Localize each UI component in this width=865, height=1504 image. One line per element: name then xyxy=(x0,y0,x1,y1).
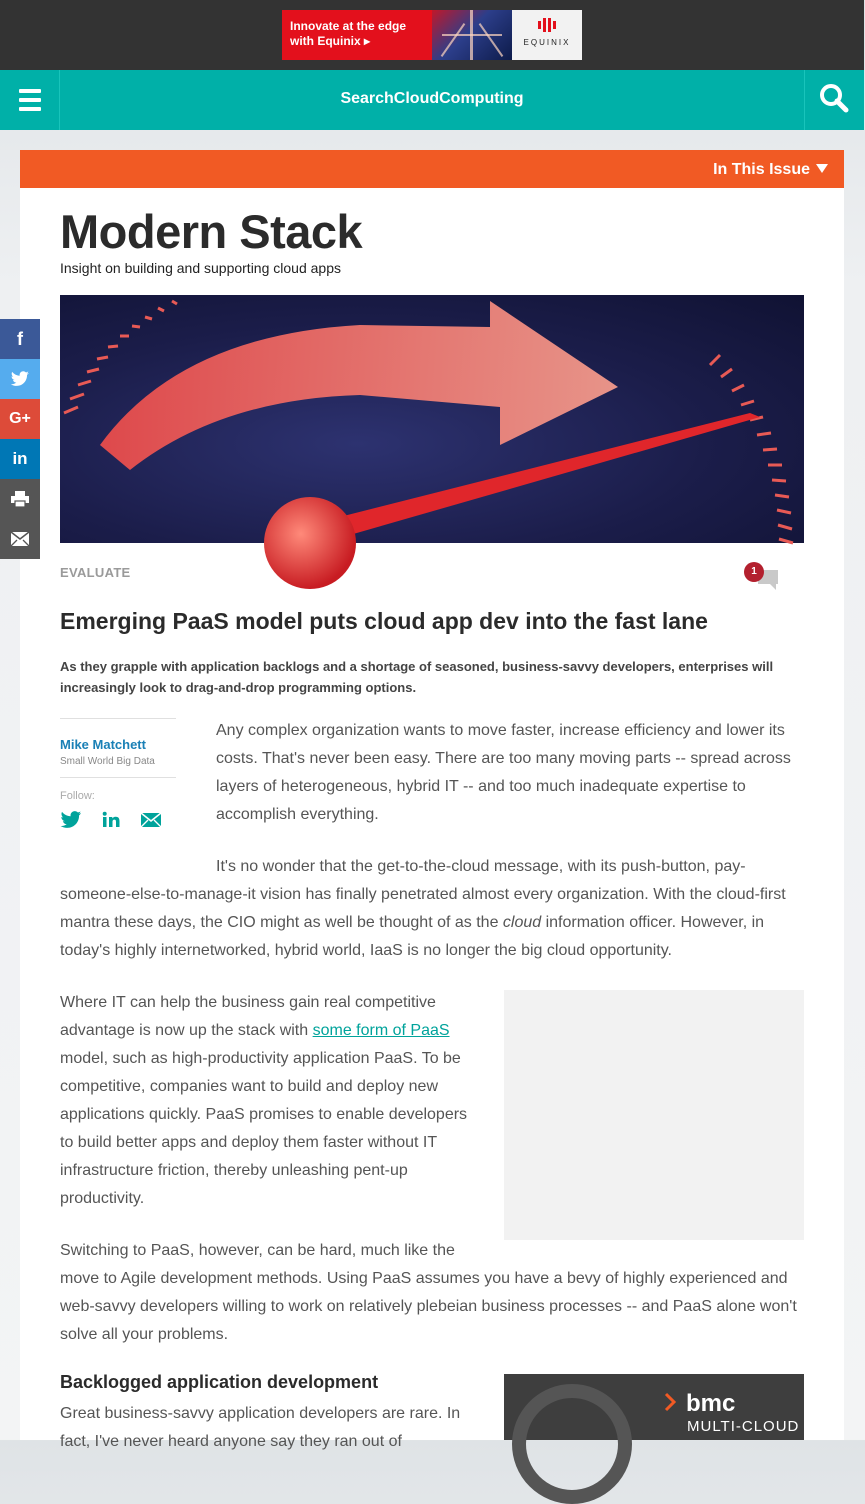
bmc-logo-icon xyxy=(664,1392,678,1412)
twitter-icon[interactable] xyxy=(0,359,40,399)
print-icon[interactable] xyxy=(0,479,40,519)
ad-placeholder xyxy=(504,990,804,1240)
top-ad-bar xyxy=(0,0,864,70)
section-label[interactable]: EVALUATE xyxy=(60,565,131,580)
linkedin-icon[interactable]: in xyxy=(0,439,40,479)
follow-icons xyxy=(60,810,176,830)
social-share-sidebar xyxy=(0,319,40,559)
search-icon[interactable] xyxy=(804,70,864,130)
article-paragraph: Great business-savvy application developers are rare. In fact, I've never heard anyone say they ran out of xyxy=(60,1405,461,1450)
twitter-follow-icon[interactable] xyxy=(60,810,82,830)
author-byline xyxy=(60,718,176,830)
linkedin-follow-icon[interactable] xyxy=(100,810,122,830)
divider xyxy=(60,777,176,778)
email-icon[interactable] xyxy=(0,519,40,559)
equinix-logo-icon xyxy=(538,18,556,32)
comment-count-badge[interactable] xyxy=(744,562,784,592)
article-paragraph: It's no wonder that the get-to-the-cloud message, with its push-button, pay-someone-else-to-manage-it vision has finally penetrated almost every organization. With the cloud-first mantra these days, the CIO might as well be thought of as the cloud information officer. However, in today's highly internetworked, hybrid world, IaaS is no longer the big cloud opportunity. xyxy=(60,858,786,959)
in-this-issue-label[interactable]: In This Issue xyxy=(713,161,810,178)
in-this-issue-bar[interactable] xyxy=(20,150,844,188)
facebook-icon[interactable]: f xyxy=(0,319,40,359)
ad-line-1: Innovate at the edge xyxy=(290,19,407,33)
author-affiliation: Small World Big Data xyxy=(60,756,155,767)
article-headline: Emerging PaaS model puts cloud app dev into the fast lane xyxy=(60,608,708,634)
hero-image-speedometer xyxy=(60,295,804,543)
equinix-ad-banner[interactable] xyxy=(282,10,582,60)
article-paragraph: Any complex organization wants to move faster, increase efficiency and lower its costs. That's never been easy. There are too many moving parts -- spread across layers of heterogeneous, hybrid IT -- and too much inadequate expertise to accomplish everything. xyxy=(216,722,791,823)
bmc-tagline: MULTI-CLOUD xyxy=(687,1418,800,1435)
comment-count: 1 xyxy=(744,562,764,582)
follow-label: Follow: xyxy=(60,790,95,802)
ad-brand: EQUINIX xyxy=(523,38,571,47)
article-dek: As they grapple with application backlogs and a shortage of seasoned, business-savvy developers, enterprises will increasingly look to drag-and-drop programming options. xyxy=(60,659,774,695)
article-paragraph: Where IT can help the business gain real competitive advantage is now up the stack with some form of PaaS model, such as high-productivity application PaaS. To be competitive, companies want to build and deploy new applications quickly. PaaS promises to enable developers to build better apps and deploy them faster without IT infrastructure friction, thereby unleashing pent-up productivity. xyxy=(60,994,468,1207)
ad-line-2: with Equinix ▸ xyxy=(290,34,371,48)
ad-city-image xyxy=(432,10,512,60)
site-navigation xyxy=(0,70,864,130)
paas-article-link[interactable]: some form of PaaS xyxy=(312,1022,450,1039)
email-follow-icon[interactable] xyxy=(140,810,162,830)
google-plus-icon[interactable]: G+ xyxy=(0,399,40,439)
article-paragraph: Switching to PaaS, however, can be hard, much like the move to Agile development methods. Using PaaS assumes you have a bevy of highly experienced and web-savvy developers willing to work on relatively plebeian business processes -- and PaaS alone won't solve all your problems. xyxy=(60,1242,797,1343)
bmc-ad[interactable] xyxy=(504,1374,804,1440)
divider xyxy=(60,718,176,719)
magazine-title: Modern Stack xyxy=(60,205,363,258)
bmc-brand: bmc xyxy=(686,1390,736,1417)
site-title[interactable]: SearchCloudComputing xyxy=(340,90,524,107)
magazine-subtitle: Insight on building and supporting cloud apps xyxy=(60,260,341,276)
article-subhead: Backlogged application development xyxy=(60,1372,379,1392)
equinix-logo xyxy=(512,10,582,60)
chevron-down-icon[interactable] xyxy=(816,164,828,173)
article-card xyxy=(20,150,844,1450)
cloud-shape xyxy=(512,1384,632,1504)
ad-text xyxy=(282,10,432,60)
author-name-link[interactable]: Mike Matchett xyxy=(60,737,146,752)
